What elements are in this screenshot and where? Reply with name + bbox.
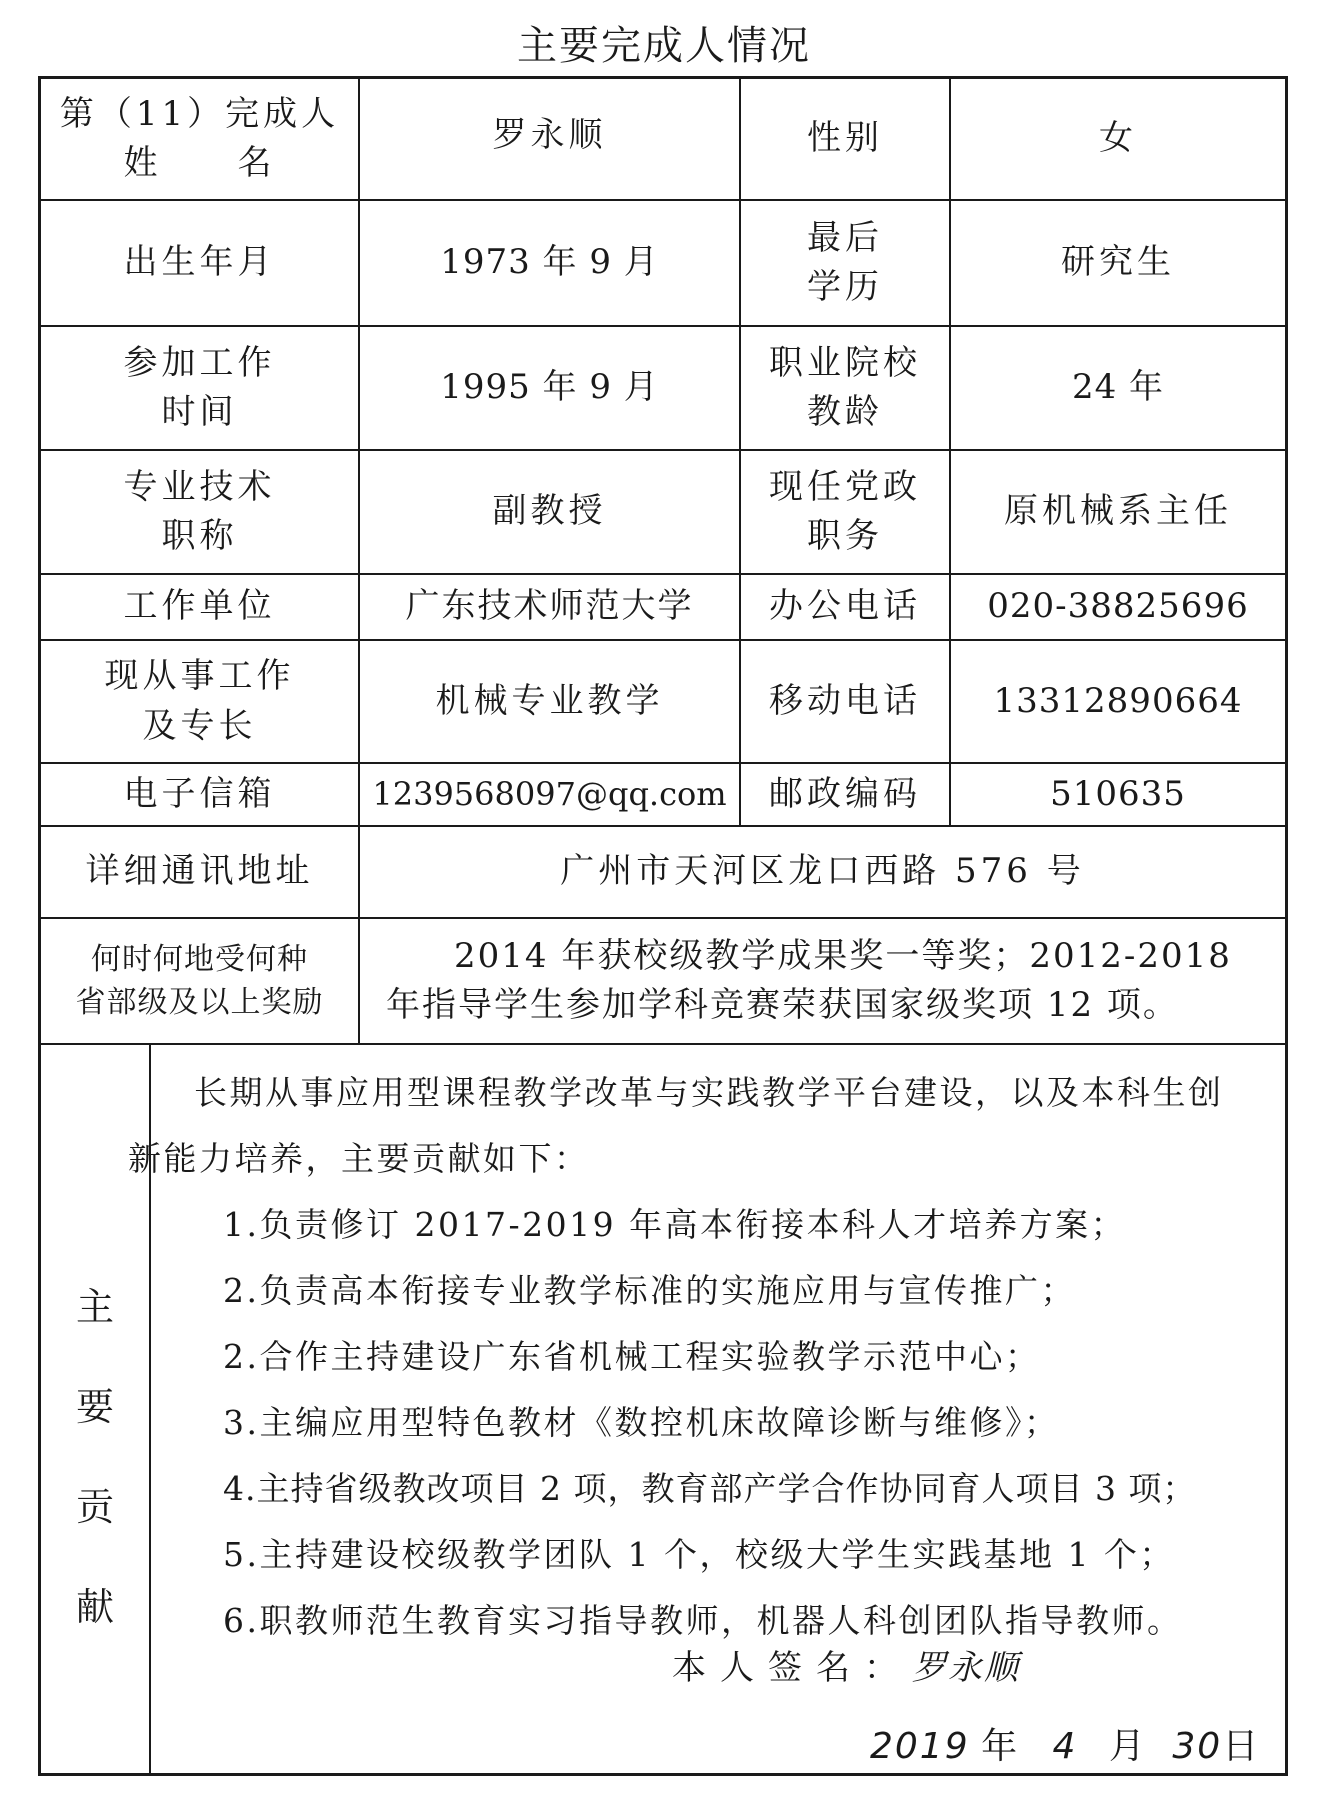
email-label: 电子信箱	[123, 773, 276, 814]
page-title: 主要完成人情况	[517, 23, 811, 69]
date-month-unit: 月	[1108, 1726, 1145, 1767]
birth-value: 1973 年 9 月	[440, 242, 659, 283]
awards-label: 何时何地受何种 省部级及以上奖励	[75, 941, 324, 1020]
date-year: 2019	[870, 1726, 970, 1767]
contribution-item: 4.主持省级教改项目 2 项，教育部产学合作协同育人项目 3 项；	[223, 1469, 1197, 1508]
contribution-text	[128, 1060, 1240, 1654]
employer-value: 广东技术师范大学	[405, 586, 694, 627]
date-day: 30	[1172, 1726, 1223, 1767]
position-label: 现任党政 职务	[769, 466, 921, 556]
signature-line	[672, 1640, 1020, 1689]
address-label: 详细通讯地址	[85, 851, 314, 892]
signature-label: 本人签名：	[672, 1648, 912, 1688]
contribution-item: 3.主编应用型特色教材《数控机床故障诊断与维修》；	[223, 1403, 1060, 1442]
contribution-item: 2.合作主持建设广东省机械工程实验教学示范中心；	[223, 1337, 1041, 1376]
birth-label: 出生年月	[123, 242, 276, 283]
name-value: 罗永顺	[492, 115, 607, 156]
contribution-item: 2.负责高本衔接专业教学标准的实施应用与宣传推广；	[223, 1271, 1076, 1310]
contribution-intro: 长期从事应用型课程教学改革与实践教学平台建设，以及本科生创新能力培养，主要贡献如下：	[128, 1073, 1224, 1178]
awards-value: 2014 年获校级教学成果奖一等奖；2012-2018 年指导学生参加学科竞赛荣获国家级奖项 12 项。	[386, 935, 1232, 1025]
work-start-label: 参加工作 时间	[123, 342, 276, 432]
signature: 罗永顺	[912, 1648, 1020, 1688]
work-start-value: 1995 年 9 月	[440, 367, 659, 408]
gender-value: 女	[1099, 118, 1137, 159]
date-month: 4	[1052, 1726, 1078, 1767]
teaching-years-value: 24 年	[1071, 367, 1165, 408]
contribution-item: 5.主持建设校级教学团队 1 个，校级大学生实践基地 1 个；	[223, 1535, 1175, 1574]
education-value: 研究生	[1061, 242, 1175, 283]
office-phone-value: 020-38825696	[987, 586, 1249, 627]
mobile-value: 13312890664	[993, 680, 1243, 721]
mobile-label: 移动电话	[769, 680, 921, 721]
employer-label: 工作单位	[123, 586, 276, 627]
row-divider	[41, 1043, 1285, 1045]
rank-label: 第（11）完成人 姓 名	[59, 93, 340, 183]
prof-title-value: 副教授	[492, 491, 607, 532]
postcode-value: 510635	[1050, 773, 1186, 814]
field-label: 现从事工作 及专长	[104, 656, 295, 746]
postcode-label: 邮政编码	[769, 773, 921, 814]
contribution-label: 主 要 贡 献	[75, 1285, 114, 1629]
field-value: 机械专业教学	[435, 680, 664, 721]
email-value: 1239568097@qq.com	[372, 775, 727, 814]
address-value: 广州市天河区龙口西路 576 号	[560, 851, 1085, 892]
position-value: 原机械系主任	[1004, 491, 1232, 532]
signature-date	[870, 1718, 1258, 1769]
teaching-years-label: 职业院校 教龄	[769, 342, 921, 432]
contribution-item: 6.职教师范生教育实习指导教师，机器人科创团队指导教师。	[223, 1601, 1183, 1640]
education-label: 最后 学历	[807, 217, 883, 307]
office-phone-label: 办公电话	[769, 586, 921, 627]
date-year-unit: 年	[981, 1726, 1018, 1767]
date-day-unit: 日	[1222, 1726, 1259, 1767]
prof-title-label: 专业技术 职称	[123, 466, 276, 556]
contribution-item: 1.负责修订 2017-2019 年高本衔接本科人才培养方案；	[223, 1205, 1127, 1244]
gender-label: 性别	[807, 118, 883, 159]
